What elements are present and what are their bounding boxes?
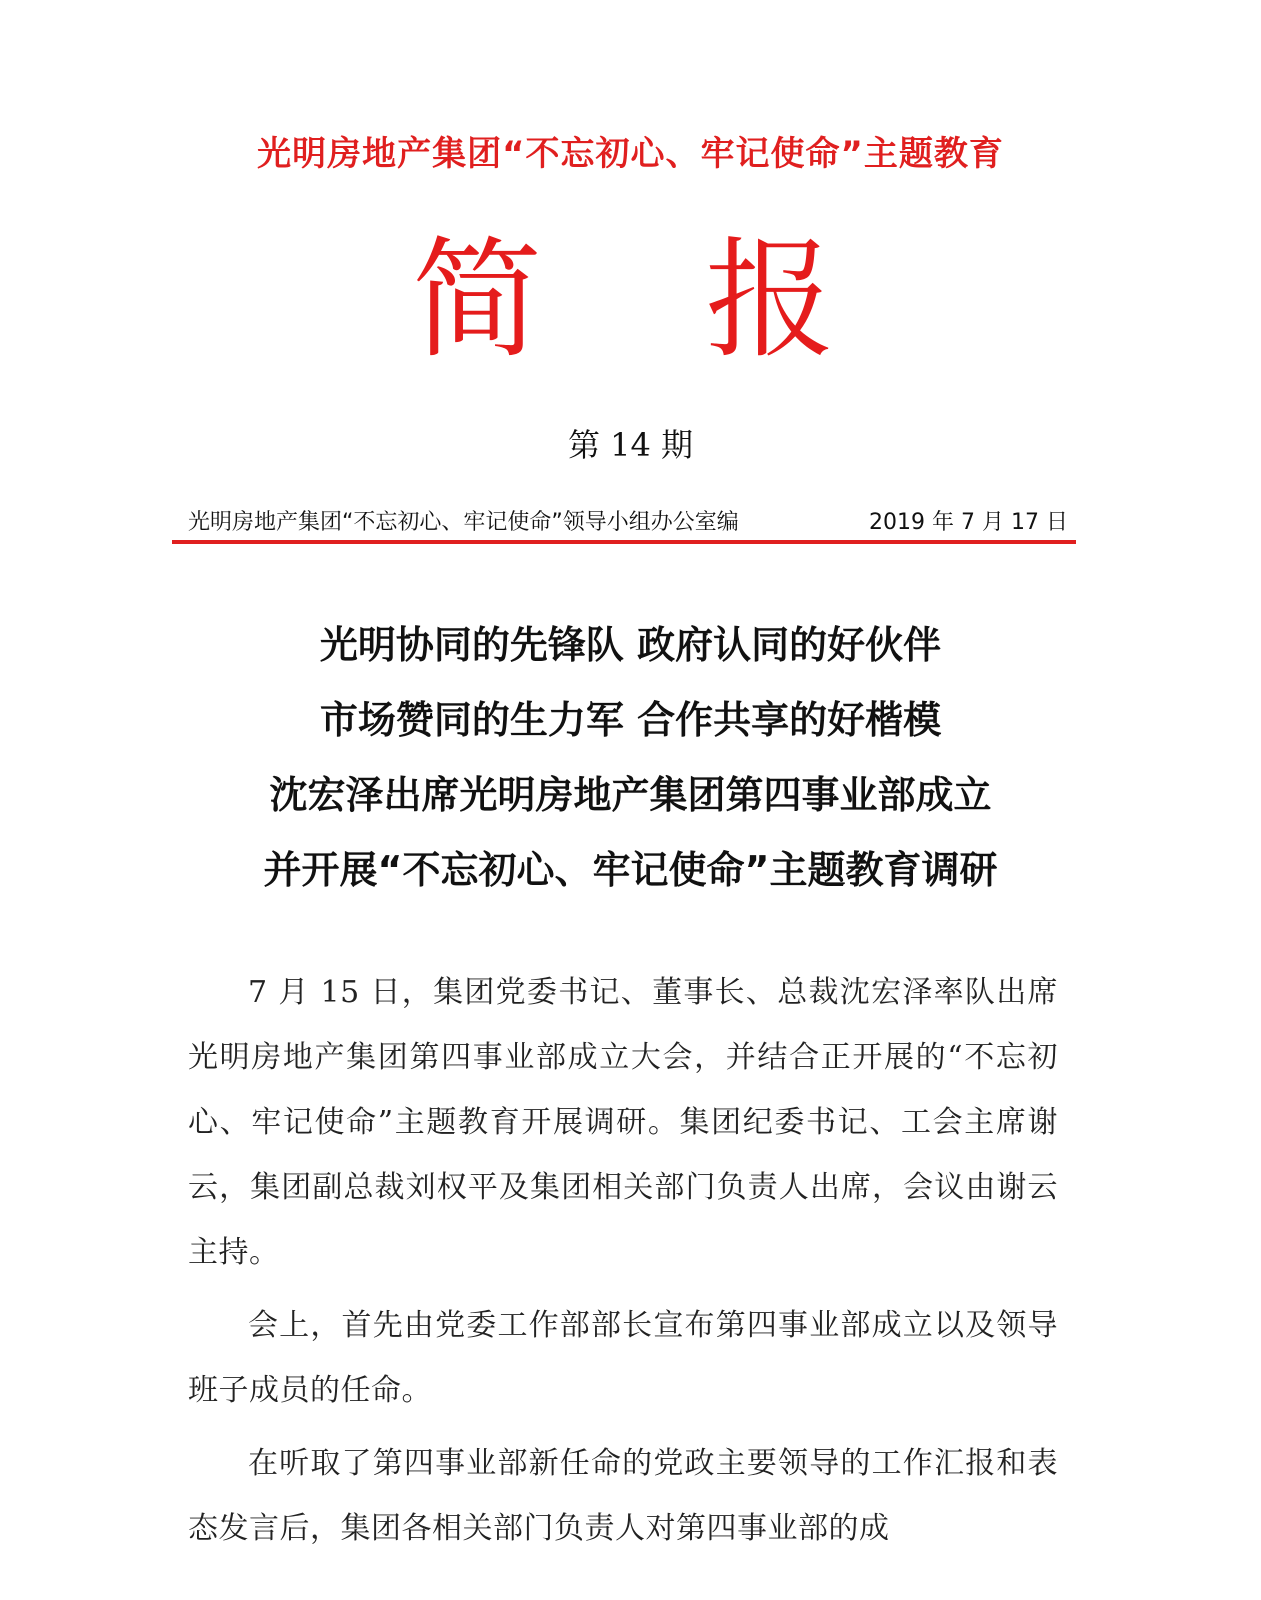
article-body [188, 960, 1058, 1569]
headline-line: 并开展“不忘初心、牢记使命”主题教育调研 [263, 848, 998, 892]
headline-line: 光明协同的先锋队 政府认同的好伙伴 [319, 623, 942, 667]
body-paragraph: 在听取了第四事业部新任命的党政主要领导的工作汇报和表态发言后，集团各相关部门负责人对第四事业部的成 [188, 1446, 1058, 1546]
body-paragraph: 会上，首先由党委工作部部长宣布第四事业部成立以及领导班子成员的任命。 [188, 1308, 1058, 1408]
headline-line: 沈宏泽出席光明房地产集团第四事业部成立 [269, 773, 992, 817]
issue-number: 第 14 期 [567, 426, 694, 464]
headline-line: 市场赞同的生力军 合作共享的好楷模 [319, 698, 942, 742]
article-headline [0, 615, 1261, 915]
masthead-char-jian: 简 [412, 224, 543, 376]
masthead-char-bao: 报 [705, 224, 836, 376]
editor-line [188, 505, 1068, 536]
body-paragraph: 7 月 15 日，集团党委书记、董事长、总裁沈宏泽率队出席光明房地产集团第四事业部成立大会，并结合正开展的“不忘初心、牢记使命”主题教育开展调研。集团纪委书记、工会主席谢云，集团副总裁刘权平及集团相关部门负责人出席，会议由谢云主持。 [188, 975, 1058, 1270]
masthead-title [0, 224, 1261, 376]
publish-date: 2019 年 7 月 17 日 [869, 510, 1068, 535]
editor-office: 光明房地产集团“不忘初心、牢记使命”领导小组办公室编 [188, 510, 739, 535]
red-divider-rule [172, 540, 1076, 544]
document-header-title: 光明房地产集团“不忘初心、牢记使命”主题教育 [257, 134, 1004, 174]
